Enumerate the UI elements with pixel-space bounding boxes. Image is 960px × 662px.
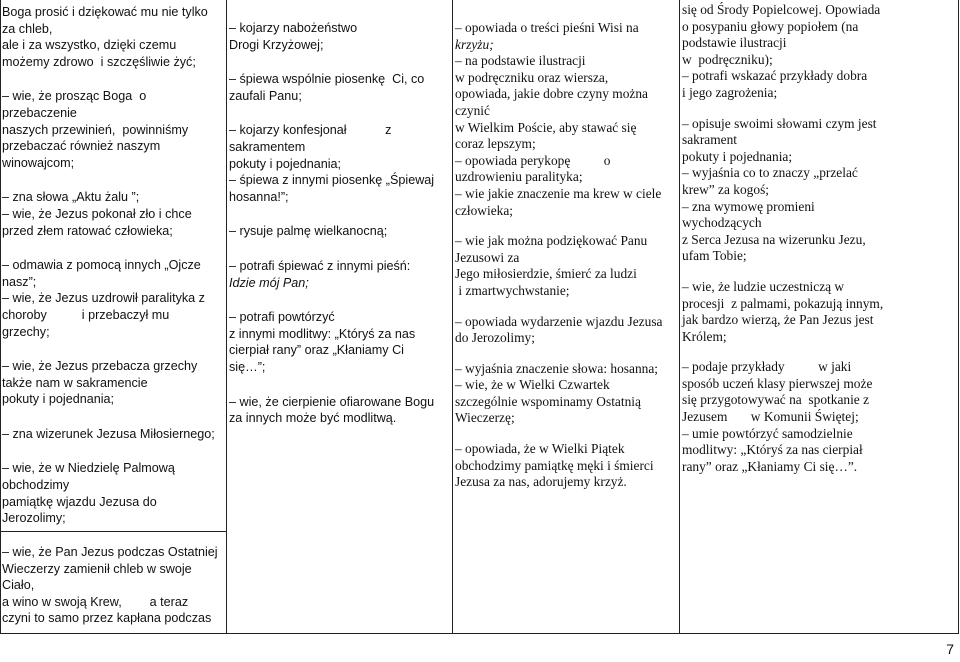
col1-line: Wieczerzy zamienił chleb w swoje xyxy=(2,561,192,576)
col4-line: wychodzących xyxy=(682,215,762,231)
col4-line: się przygotowywać na spotkanie z xyxy=(682,392,870,408)
col1-line: także nam w sakramencie xyxy=(2,375,148,390)
col2-line: zaufali Panu; xyxy=(229,88,302,103)
col1-line: naszych przewinień, powinniśmy xyxy=(2,122,189,137)
col3-line: szczególnie wspominamy Ostatnią xyxy=(455,393,641,409)
col4-line: w podręczniku); xyxy=(682,51,773,67)
col4-line: – zna wymowę promieni xyxy=(682,198,815,214)
col4-line: sposób uczeń klasy pierwszej może xyxy=(682,375,873,391)
page-number: 7 xyxy=(946,641,954,657)
col2-line: – rysuje palmę wielkanocną; xyxy=(229,224,388,239)
col1-line: przebaczenie xyxy=(2,105,77,120)
col1-line: grzechy; xyxy=(2,324,50,339)
col2-line: za innych może być modlitwą. xyxy=(229,411,397,426)
column-2 xyxy=(229,20,451,427)
col2-line: hosanna!”; xyxy=(229,189,289,204)
col3-line: opowiada, jakie dobre czyny można xyxy=(455,86,648,102)
col4-line: z Serca Jezusa na wizerunku Jezu, xyxy=(682,231,866,247)
col4-line: rany” oraz „Kłaniamy Ci się…”. xyxy=(682,458,858,474)
col4-line: modlitwy: „Któryś za nas cierpiał xyxy=(682,442,863,458)
col1-line: – wie, że w Niedzielę Palmową xyxy=(2,461,175,476)
col2-line: – śpiewa wspólnie piosenkę Ci, co xyxy=(229,72,425,87)
col4-line: krew” za kogoś; xyxy=(682,181,770,197)
col4-line: podstawie ilustracji xyxy=(682,35,787,51)
col1-line: Boga prosić i dziękować mu nie tylko xyxy=(2,5,208,19)
col3-line: Jezusa za nas, adorujemy krzyż. xyxy=(455,474,627,490)
column-divider-3 xyxy=(679,0,680,634)
table-border-bottom xyxy=(0,633,959,634)
row-divider xyxy=(0,531,226,532)
col1-line: – odmawia z pomocą innych „Ojcze xyxy=(2,258,201,273)
col1-line: za chleb, xyxy=(2,21,53,36)
col4-line: – wyjaśnia co to znaczy „przelać xyxy=(682,165,858,181)
col2-line: – kojarzy konfesjonał z xyxy=(229,123,392,138)
col3-line: człowieka; xyxy=(455,202,513,218)
col3-line: czynić xyxy=(455,102,490,118)
col3-line: – opowiada wydarzenie wjazdu Jezusa xyxy=(455,313,663,329)
col3-line: uzdrowieniu paralityka; xyxy=(455,169,583,185)
col3-line: – na podstawie ilustracji xyxy=(455,53,586,69)
col3-line: – opowiada perykopę o xyxy=(455,152,611,168)
col2-line: Idzie mój Pan; xyxy=(229,275,309,290)
col2-line: Drogi Krzyżowej; xyxy=(229,37,324,52)
col3-line: Jezusowi za xyxy=(455,249,520,265)
col2-line: sakramentem xyxy=(229,139,306,154)
col1-line: winowajcom; xyxy=(2,155,75,170)
col1-line: – wie, że Pan Jezus podczas Ostatniej xyxy=(2,545,218,559)
table-border-left xyxy=(0,0,1,634)
col4-line: Jezusem w Komunii Świętej; xyxy=(682,409,859,425)
column-1 xyxy=(2,4,224,527)
col3-line: do Jerozolimy; xyxy=(455,330,535,346)
column-divider-2 xyxy=(452,0,453,634)
col1-line: obchodzimy xyxy=(2,478,70,493)
column-3 xyxy=(455,20,678,491)
col1-line: – zna wizerunek Jezusa Miłosiernego; xyxy=(2,426,215,441)
col4-line: – opisuje swoimi słowami czym jest xyxy=(682,115,877,131)
col3-line: – opowiada, że w Wielki Piątek xyxy=(455,441,625,457)
col4-line: i jego zagrożenia; xyxy=(682,84,778,100)
col4-line: o posypaniu głowy popiołem (na xyxy=(682,18,859,34)
col3-line: – wyjaśnia znaczenie słowa: hosanna; xyxy=(455,360,659,376)
col3-line: Wieczerzę; xyxy=(455,410,515,426)
col3-line: i zmartwychwstanie; xyxy=(455,282,570,298)
table-border-right xyxy=(958,0,959,634)
col1-line: – zna słowa „Aktu żalu ”; xyxy=(2,190,140,205)
col1-line: – wie, że prosząc Boga o xyxy=(2,89,147,104)
col2-line: się…”; xyxy=(229,359,266,374)
col2-line: – potrafi śpiewać z innymi pieśń: xyxy=(229,258,411,273)
column-1-bottom xyxy=(2,544,224,627)
column-4 xyxy=(682,2,956,475)
col3-line: Jego miłosierdzie, śmierć za ludzi xyxy=(455,266,637,282)
col4-line: – wie, że ludzie uczestniczą w xyxy=(682,278,845,294)
col1-line: – wie, że Jezus uzdrowił paralityka z xyxy=(2,291,205,306)
col2-line: – kojarzy nabożeństwo xyxy=(229,21,358,35)
col2-line: z innymi modlitwy: „Któryś za nas xyxy=(229,326,416,341)
col1-line: Ciało, xyxy=(2,578,35,593)
col3-line: coraz lepszym; xyxy=(455,136,536,152)
col1-line: ale i za wszystko, dzięki czemu xyxy=(2,38,177,53)
col2-line: – śpiewa z innymi piosenkę „Śpiewaj xyxy=(229,173,435,188)
column-divider-1 xyxy=(226,0,227,634)
col4-line: jak bardzo wierzą, że Pan Jezus jest xyxy=(682,312,874,328)
col1-line: choroby i przebaczył mu xyxy=(2,307,170,322)
col1-line: nasz”; xyxy=(2,274,37,289)
col1-line: pamiątkę wjazdu Jezusa do xyxy=(2,494,157,509)
col3-line: w podręczniku oraz wiersza, xyxy=(455,69,609,85)
col3-line: – wie, że w Wielki Czwartek xyxy=(455,377,610,393)
col3-line: – wie jak można podziękować Panu xyxy=(455,233,648,249)
col1-line: a wino w swoją Krew, a teraz xyxy=(2,594,189,609)
col2-line: cierpiał rany” oraz „Kłaniamy Ci xyxy=(229,343,404,358)
col4-line: – podaje przykłady w jaki xyxy=(682,359,852,375)
col4-line: się od Środy Popielcowej. Opowiada xyxy=(682,2,881,17)
col1-line: przed złem ratować człowieka; xyxy=(2,223,173,238)
col4-line: – potrafi wskazać przykłady dobra xyxy=(682,68,868,84)
col4-line: ufam Tobie; xyxy=(682,248,747,264)
col1-line: – wie, że Jezus przebacza grzechy xyxy=(2,359,198,374)
col1-line: Jerozolimy; xyxy=(2,511,66,526)
col1-line: przebaczać również naszym xyxy=(2,139,161,154)
col2-line: pokuty i pojednania; xyxy=(229,156,342,171)
col3-line: – wie jakie znaczenie ma krew w ciele xyxy=(455,185,662,201)
col4-line: pokuty i pojednania; xyxy=(682,148,793,164)
col4-line: procesji z palmami, pokazują innym, xyxy=(682,295,884,311)
col1-line: możemy zdrowo i szczęśliwie żyć; xyxy=(2,54,196,69)
col2-line: – potrafi powtórzyć xyxy=(229,310,335,325)
col4-line: sakrament xyxy=(682,132,738,148)
col3-line: krzyżu; xyxy=(455,36,494,52)
col3-line: – opowiada o treści pieśni Wisi na xyxy=(455,20,639,35)
col1-line: – wie, że Jezus pokonał zło i chce xyxy=(2,206,192,221)
col4-line: Królem; xyxy=(682,328,727,344)
col4-line: – umie powtórzyć samodzielnie xyxy=(682,425,853,441)
col1-line: pokuty i pojednania; xyxy=(2,392,115,407)
col3-line: obchodzimy pamiątkę męki i śmierci xyxy=(455,457,654,473)
col3-line: w Wielkim Poście, aby stawać się xyxy=(455,119,637,135)
col2-line: – wie, że cierpienie ofiarowane Bogu xyxy=(229,394,435,409)
col1-line: czyni to samo przez kapłana podczas xyxy=(2,611,212,626)
